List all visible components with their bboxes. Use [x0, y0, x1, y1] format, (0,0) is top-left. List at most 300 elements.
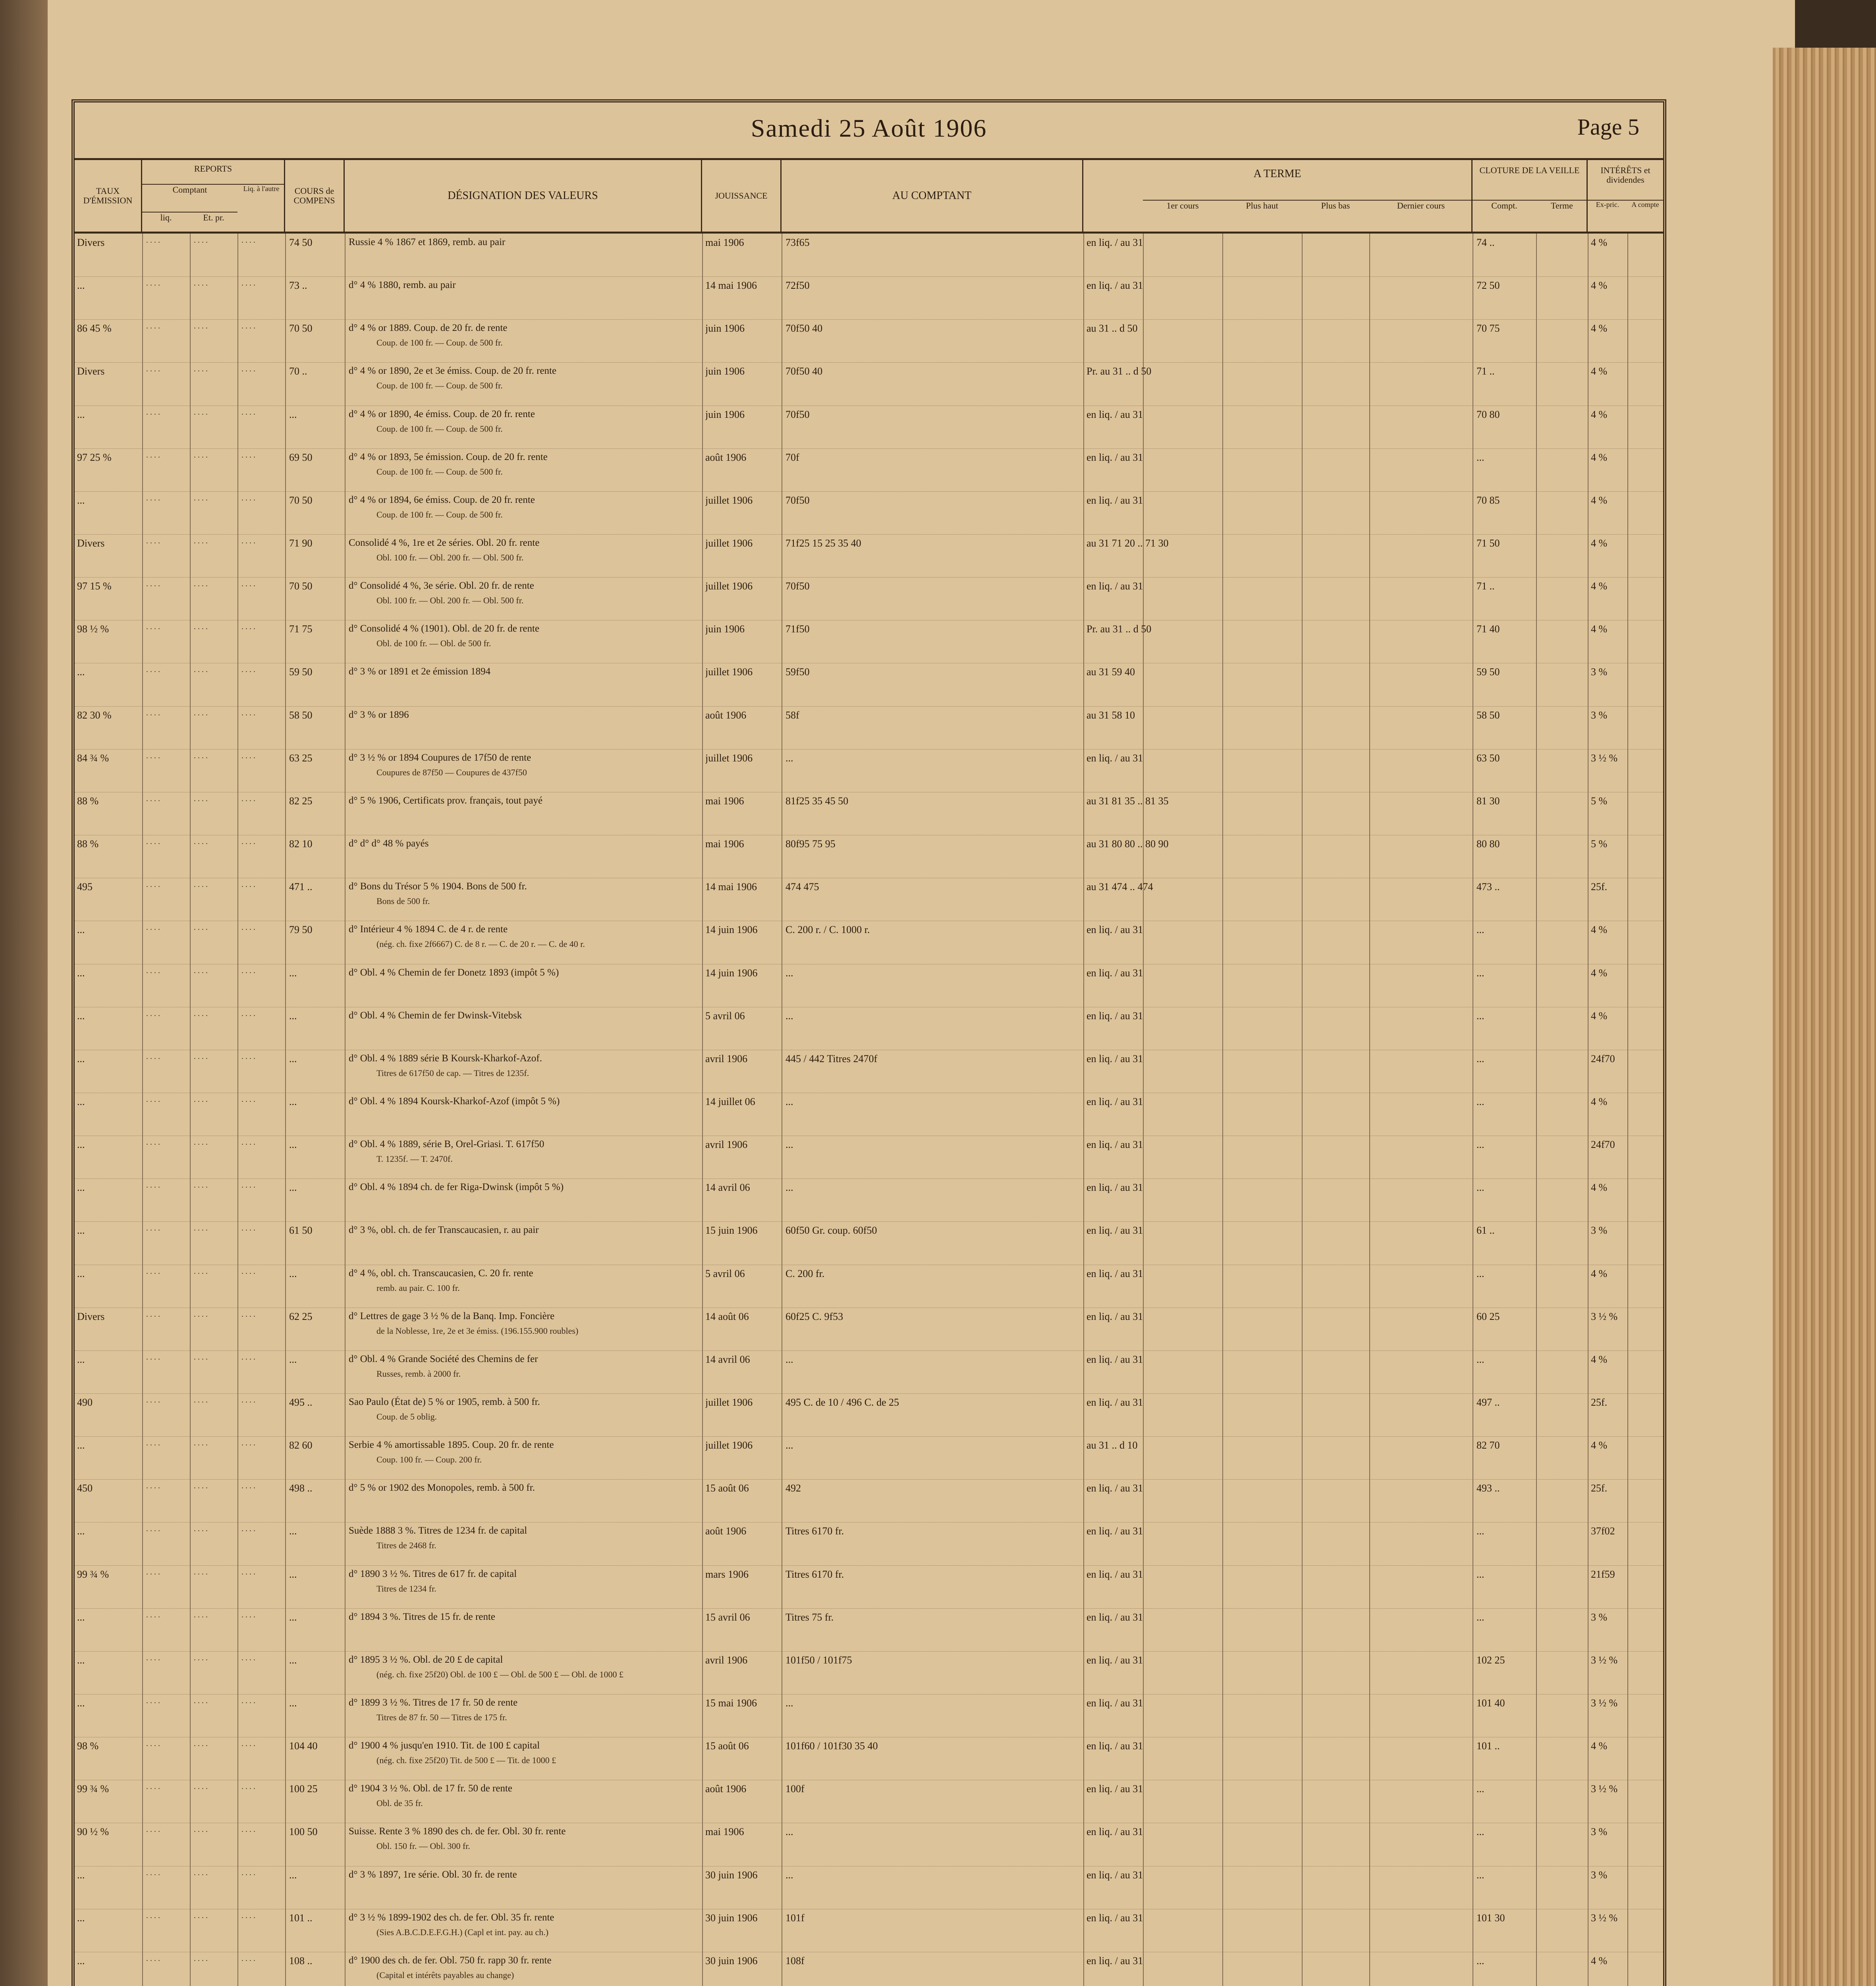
cell-designation-sub: remb. au pair. C. 100 fr.: [376, 1283, 460, 1293]
cell-designation: d° 3 % or 1891 et 2e émission 1894: [349, 666, 491, 677]
cell-jouissance: 30 juin 1906: [705, 1955, 758, 1967]
cell-interets: 3 ½ %: [1591, 1654, 1618, 1666]
report-placeholder: . . . .: [241, 1009, 255, 1018]
cell-au-comptant: ...: [786, 1139, 793, 1151]
cell-cloture: 493 ..: [1476, 1482, 1500, 1494]
securities-table: [75, 234, 1663, 1986]
cell-taux: ...: [77, 1439, 85, 1451]
cell-taux: ...: [77, 1654, 85, 1666]
cell-interets: 4 %: [1591, 494, 1608, 506]
cell-cloture: 101 30: [1476, 1912, 1505, 1924]
cell-au-comptant: 101f50 / 101f75: [786, 1654, 852, 1666]
cell-au-comptant: 59f50: [786, 666, 810, 678]
cell-designation-sub: (nég. ch. fixe 2f6667) C. de 8 r. — C. de 20 r. — C. de 40 r.: [376, 939, 585, 949]
cell-cours: 69 50: [289, 451, 313, 463]
cell-jouissance: avril 1906: [705, 1053, 748, 1064]
report-placeholder: . . . .: [241, 1396, 255, 1404]
cell-au-comptant: 70f50 40: [786, 323, 823, 334]
cell-jouissance: avril 1906: [705, 1654, 748, 1666]
cell-cours: 100 25: [289, 1783, 318, 1795]
report-placeholder: . . . .: [146, 751, 160, 760]
cell-au-comptant: 58f: [786, 709, 799, 721]
cell-cours: ...: [289, 1525, 297, 1537]
report-placeholder: . . . .: [146, 279, 160, 288]
cell-designation: Suisse. Rente 3 % 1890 des ch. de fer. Obl. 30 fr. rente: [349, 1826, 566, 1837]
cell-a-terme: en liq. / au 31: [1087, 494, 1143, 506]
cell-taux: ...: [77, 1955, 85, 1967]
cell-taux: 98 ½ %: [77, 623, 109, 635]
cell-taux: ...: [77, 1139, 85, 1151]
report-placeholder: . . . .: [241, 493, 255, 502]
cell-a-terme: en liq. / au 31: [1087, 1095, 1143, 1107]
cell-taux: ...: [77, 408, 85, 420]
cell-designation: d° Obl. 4 % 1889 série B Koursk-Kharkof-Azof.: [349, 1053, 542, 1064]
cell-taux: ...: [77, 1182, 85, 1194]
report-placeholder: . . . .: [241, 322, 255, 331]
cell-designation-sub: Bons de 500 fr.: [376, 896, 430, 906]
cell-interets: 4 %: [1591, 451, 1608, 463]
cell-a-terme: au 31 .. d 50: [1087, 323, 1138, 334]
report-placeholder: . . . .: [241, 923, 255, 932]
cell-a-terme: en liq. / au 31: [1087, 1139, 1143, 1151]
report-placeholder: . . . .: [241, 1181, 255, 1190]
cell-cours: ...: [289, 1611, 297, 1623]
cell-cloture: 101 ..: [1476, 1740, 1500, 1752]
report-placeholder: . . . .: [241, 1138, 255, 1147]
cell-jouissance: 14 avril 06: [705, 1353, 750, 1365]
cell-interets: 25f.: [1591, 881, 1608, 893]
cell-jouissance: 30 juin 1906: [705, 1869, 758, 1881]
page-number: Page 5: [1577, 114, 1639, 140]
col-liq-lautre: Liq. à l'autre: [237, 184, 285, 193]
report-placeholder: . . . .: [194, 837, 208, 846]
report-placeholder: . . . .: [241, 1610, 255, 1619]
cell-jouissance: août 1906: [705, 709, 747, 721]
cell-cours: 104 40: [289, 1740, 318, 1752]
table-row: [75, 1866, 1663, 1909]
cell-designation: d° Bons du Trésor 5 % 1904. Bons de 500 fr.: [349, 881, 527, 892]
cell-au-comptant: C. 200 r. / C. 1000 r.: [786, 924, 870, 936]
report-placeholder: . . . .: [146, 1610, 160, 1619]
table-row: [75, 1436, 1663, 1480]
column-headers: [75, 160, 1663, 234]
cell-designation: d° 4 % or 1889. Coup. de 20 fr. de rente: [349, 323, 508, 334]
cell-cloture: 63 50: [1476, 752, 1500, 764]
cell-a-terme: Pr. au 31 .. d 50: [1087, 365, 1152, 377]
cell-designation-sub: T. 1235f. — T. 2470f.: [376, 1154, 453, 1164]
report-placeholder: . . . .: [241, 966, 255, 975]
cell-designation-sub: Obl. de 100 fr. — Obl. de 500 fr.: [376, 638, 491, 649]
report-placeholder: . . . .: [194, 1352, 208, 1362]
table-row: [75, 1007, 1663, 1050]
cell-taux: 88 %: [77, 795, 99, 807]
cell-cours: 62 25: [289, 1310, 313, 1322]
cell-interets: 4 %: [1591, 1740, 1608, 1752]
table-row: [75, 1221, 1663, 1265]
col-cloture-label: CLOTURE DE LA VEILLE: [1479, 165, 1580, 175]
report-placeholder: . . . .: [241, 1052, 255, 1061]
cell-designation-sub: Russes, remb. à 2000 fr.: [376, 1368, 461, 1379]
cell-jouissance: 15 mai 1906: [705, 1697, 757, 1709]
cell-designation: d° Obl. 4 % 1894 Koursk-Kharkof-Azof (impôt 5 %): [349, 1095, 560, 1107]
cell-cloture: ...: [1476, 1095, 1484, 1107]
cell-cours: 70 50: [289, 494, 313, 506]
col-ex-pric: Ex-pric.: [1588, 200, 1627, 209]
cell-designation: d° 3 % 1897, 1re série. Obl. 30 fr. de rente: [349, 1869, 517, 1880]
cell-cloture: 70 85: [1476, 494, 1500, 506]
cell-au-comptant: ...: [786, 1182, 793, 1194]
report-placeholder: . . . .: [146, 665, 160, 674]
cell-interets: 4 %: [1591, 1353, 1608, 1365]
cell-taux: ...: [77, 1225, 85, 1236]
report-placeholder: . . . .: [241, 1224, 255, 1233]
cell-jouissance: juillet 1906: [705, 1397, 753, 1408]
cell-cloture: ...: [1476, 1182, 1484, 1194]
report-placeholder: . . . .: [241, 794, 255, 803]
report-placeholder: . . . .: [194, 1954, 208, 1963]
cell-taux: ...: [77, 924, 85, 936]
cell-a-terme: en liq. / au 31: [1087, 1225, 1143, 1236]
report-placeholder: . . . .: [194, 1610, 208, 1619]
cell-taux: ...: [77, 1912, 85, 1924]
report-placeholder: . . . .: [194, 1310, 208, 1319]
cell-cours: 71 90: [289, 537, 313, 549]
cell-au-comptant: 73f65: [786, 237, 810, 248]
cell-a-terme: en liq. / au 31: [1087, 752, 1143, 764]
cell-jouissance: juin 1906: [705, 365, 745, 377]
report-placeholder: . . . .: [194, 751, 208, 760]
cell-au-comptant: ...: [786, 1697, 793, 1709]
cell-interets: 24f70: [1591, 1139, 1615, 1151]
report-placeholder: . . . .: [194, 1911, 208, 1920]
cell-jouissance: 5 avril 06: [705, 1267, 745, 1279]
report-placeholder: . . . .: [241, 837, 255, 846]
report-placeholder: . . . .: [194, 1868, 208, 1877]
cell-designation-sub: Coup. de 100 fr. — Coup. de 500 fr.: [376, 338, 503, 348]
col-reports-label: REPORTS: [194, 164, 232, 174]
cell-designation: d° d° d° 48 % payés: [349, 838, 429, 849]
cell-interets: 4 %: [1591, 237, 1608, 248]
report-placeholder: . . . .: [194, 1052, 208, 1061]
cell-interets: 4 %: [1591, 537, 1608, 549]
report-placeholder: . . . .: [146, 1310, 160, 1319]
cell-designation-sub: Coupures de 87f50 — Coupures de 437f50: [376, 767, 527, 777]
cell-cloture: ...: [1476, 1783, 1484, 1795]
page-header: [75, 102, 1663, 160]
cell-a-terme: en liq. / au 31: [1087, 1397, 1143, 1408]
report-placeholder: . . . .: [146, 794, 160, 803]
report-placeholder: . . . .: [241, 1739, 255, 1748]
cell-jouissance: août 1906: [705, 1525, 747, 1537]
cell-taux: 99 ¾ %: [77, 1568, 109, 1580]
cell-taux: ...: [77, 280, 85, 292]
cell-designation-sub: Titres de 87 fr. 50 — Titres de 175 fr.: [376, 1712, 507, 1723]
cell-jouissance: 14 mai 1906: [705, 881, 757, 893]
cell-interets: 4 %: [1591, 1267, 1608, 1279]
cell-designation: d° 1890 3 ½ %. Titres de 617 fr. de capital: [349, 1568, 517, 1579]
cell-designation: d° 1900 4 % jusqu'en 1910. Tit. de 100 £ capital: [349, 1740, 540, 1751]
cell-au-comptant: ...: [786, 1826, 793, 1838]
cell-interets: 4 %: [1591, 580, 1608, 592]
cell-designation: Serbie 4 % amortissable 1895. Coup. 20 fr. de rente: [349, 1439, 554, 1451]
cell-cours: 82 25: [289, 795, 313, 807]
table-row: [75, 1651, 1663, 1694]
cell-cloture: 74 ..: [1476, 237, 1495, 248]
report-placeholder: . . . .: [194, 1653, 208, 1662]
report-placeholder: . . . .: [146, 1009, 160, 1018]
table-row: [75, 792, 1663, 835]
cell-a-terme: au 31 80 80 .. 80 90: [1087, 838, 1169, 850]
cell-designation: Consolidé 4 %, 1re et 2e séries. Obl. 20 fr. rente: [349, 537, 540, 549]
col-et-pr: Et. pr.: [190, 212, 237, 223]
cell-cloture: 473 ..: [1476, 881, 1500, 893]
cell-cours: ...: [289, 1139, 297, 1151]
cell-au-comptant: 70f50: [786, 408, 810, 420]
report-placeholder: . . . .: [194, 923, 208, 932]
cell-designation: d° Obl. 4 % Grande Société des Chemins de fer: [349, 1353, 538, 1364]
page-date: Samedi 25 Août 1906: [751, 114, 987, 142]
cell-interets: 4 %: [1591, 1182, 1608, 1194]
report-placeholder: . . . .: [194, 1224, 208, 1233]
cell-cours: 63 25: [289, 752, 313, 764]
cell-cloture: ...: [1476, 1053, 1484, 1064]
report-placeholder: . . . .: [194, 322, 208, 331]
table-row: [75, 577, 1663, 620]
cell-jouissance: mars 1906: [705, 1568, 749, 1580]
table-row: [75, 1136, 1663, 1179]
cell-au-comptant: 108f: [786, 1955, 805, 1967]
cell-jouissance: août 1906: [705, 451, 747, 463]
report-placeholder: . . . .: [194, 1696, 208, 1706]
cell-au-comptant: 101f60 / 101f30 35 40: [786, 1740, 878, 1752]
cell-jouissance: juin 1906: [705, 623, 745, 635]
cell-au-comptant: 71f50: [786, 623, 810, 635]
cell-designation-sub: Coup. de 5 oblig.: [376, 1412, 437, 1422]
cell-a-terme: en liq. / au 31: [1087, 1611, 1143, 1623]
cell-a-terme: au 31 .. d 10: [1087, 1439, 1138, 1451]
cell-au-comptant: Titres 6170 fr.: [786, 1525, 844, 1537]
report-placeholder: . . . .: [146, 1739, 160, 1748]
report-placeholder: . . . .: [194, 236, 208, 245]
cell-designation: d° Consolidé 4 % (1901). Obl. de 20 fr. de rente: [349, 623, 540, 634]
table-row: [75, 663, 1663, 706]
report-placeholder: . . . .: [194, 1567, 208, 1576]
cell-designation: d° 4 % or 1893, 5e émission. Coup. de 20 fr. rente: [349, 451, 548, 462]
report-placeholder: . . . .: [146, 923, 160, 932]
cell-cours: 70 ..: [289, 365, 307, 377]
cell-a-terme: au 31 59 40: [1087, 666, 1135, 678]
cell-au-comptant: 445 / 442 Titres 2470f: [786, 1053, 878, 1064]
table-row: [75, 448, 1663, 492]
cell-designation-sub: Coup. 100 fr. — Coup. 200 fr.: [376, 1455, 482, 1465]
report-placeholder: . . . .: [194, 537, 208, 546]
report-placeholder: . . . .: [194, 450, 208, 460]
table-row: [75, 362, 1663, 406]
table-row: [75, 1565, 1663, 1609]
report-placeholder: . . . .: [146, 1352, 160, 1362]
cell-au-comptant: ...: [786, 1869, 793, 1881]
table-row: [75, 1608, 1663, 1652]
cell-cours: ...: [289, 1267, 297, 1279]
cell-cours: ...: [289, 1654, 297, 1666]
table-row: [75, 964, 1663, 1007]
report-placeholder: . . . .: [241, 365, 255, 374]
report-placeholder: . . . .: [194, 1138, 208, 1147]
cell-interets: 3 %: [1591, 666, 1608, 678]
cell-jouissance: 5 avril 06: [705, 1010, 745, 1022]
cell-jouissance: mai 1906: [705, 237, 744, 248]
report-placeholder: . . . .: [194, 1524, 208, 1534]
cell-designation: d° Obl. 4 % 1894 ch. de fer Riga-Dwinsk (impôt 5 %): [349, 1182, 564, 1193]
cell-designation: d° 4 %, obl. ch. Transcaucasien, C. 20 fr. rente: [349, 1267, 533, 1279]
cell-cloture: ...: [1476, 451, 1484, 463]
cell-au-comptant: 70f50: [786, 494, 810, 506]
col-acompte: A compte: [1627, 200, 1663, 209]
table-row: [75, 706, 1663, 750]
cell-interets: 4 %: [1591, 280, 1608, 292]
cell-cloture: ...: [1476, 924, 1484, 936]
cell-a-terme: en liq. / au 31: [1087, 1568, 1143, 1580]
cell-designation-sub: Obl. 150 fr. — Obl. 300 fr.: [376, 1841, 470, 1851]
cell-au-comptant: 70f50: [786, 580, 810, 592]
cell-a-terme: en liq. / au 31: [1087, 1267, 1143, 1279]
cell-interets: 4 %: [1591, 408, 1608, 420]
table-row: [75, 1737, 1663, 1780]
report-placeholder: . . . .: [241, 1352, 255, 1362]
cell-cours: 61 50: [289, 1225, 313, 1236]
cell-jouissance: 14 août 06: [705, 1310, 749, 1322]
cell-cours: 108 ..: [289, 1955, 313, 1967]
cell-designation: d° 5 % or 1902 des Monopoles, remb. à 500 fr.: [349, 1482, 535, 1493]
cell-designation: d° Lettres de gage 3 ½ % de la Banq. Imp. Foncière: [349, 1310, 555, 1321]
cell-cours: 58 50: [289, 709, 313, 721]
cell-taux: 98 %: [77, 1740, 99, 1752]
report-placeholder: . . . .: [194, 1782, 208, 1791]
col-taux: TAUX D'ÉMISSION: [75, 160, 142, 232]
cell-cours: ...: [289, 1568, 297, 1580]
cell-a-terme: en liq. / au 31: [1087, 237, 1143, 248]
report-placeholder: . . . .: [241, 751, 255, 760]
table-row: [75, 1909, 1663, 1952]
cell-jouissance: mai 1906: [705, 1826, 744, 1838]
cell-designation: d° 3 ½ % or 1894 Coupures de 17f50 de rente: [349, 752, 531, 763]
cell-cloture: ...: [1476, 1267, 1484, 1279]
report-placeholder: . . . .: [146, 408, 160, 417]
table-row: [75, 749, 1663, 792]
table-row: [75, 835, 1663, 878]
report-placeholder: . . . .: [194, 880, 208, 889]
report-placeholder: . . . .: [194, 1739, 208, 1748]
col-interets: [1588, 160, 1663, 232]
cell-designation: d° 4 % or 1890, 2e et 3e émiss. Coup. de 20 fr. rente: [349, 365, 557, 377]
cell-a-terme: en liq. / au 31: [1087, 1697, 1143, 1709]
cell-taux: Divers: [77, 365, 105, 377]
cell-a-terme: au 31 81 35 .. 81 35: [1087, 795, 1169, 807]
report-placeholder: . . . .: [146, 1224, 160, 1233]
cell-a-terme: en liq. / au 31: [1087, 1654, 1143, 1666]
cell-designation: Russie 4 % 1867 et 1869, remb. au pair: [349, 237, 506, 247]
report-placeholder: . . . .: [146, 236, 160, 245]
report-placeholder: . . . .: [241, 1653, 255, 1662]
report-placeholder: . . . .: [146, 622, 160, 632]
cell-taux: ...: [77, 1010, 85, 1022]
cell-cloture: 497 ..: [1476, 1397, 1500, 1408]
cell-au-comptant: 100f: [786, 1783, 805, 1795]
table-row: [75, 1050, 1663, 1093]
cell-a-terme: en liq. / au 31: [1087, 1353, 1143, 1365]
report-placeholder: . . . .: [146, 1782, 160, 1791]
cell-jouissance: août 1906: [705, 1783, 747, 1795]
cell-designation-sub: Coup. de 100 fr. — Coup. de 500 fr.: [376, 381, 503, 391]
report-placeholder: . . . .: [146, 1825, 160, 1834]
report-placeholder: . . . .: [146, 1439, 160, 1448]
report-placeholder: . . . .: [146, 450, 160, 460]
table-row: [75, 1093, 1663, 1136]
cell-jouissance: 15 août 06: [705, 1482, 749, 1494]
report-placeholder: . . . .: [241, 1868, 255, 1877]
report-placeholder: . . . .: [241, 1782, 255, 1791]
report-placeholder: . . . .: [146, 1696, 160, 1706]
cell-jouissance: 15 juin 1906: [705, 1225, 758, 1236]
cell-cours: 82 10: [289, 838, 313, 850]
report-placeholder: . . . .: [241, 1267, 255, 1276]
cell-cloture: 72 50: [1476, 280, 1500, 292]
report-placeholder: . . . .: [241, 236, 255, 245]
cell-designation-sub: (nég. ch. fixe 25f20) Obl. de 100 £ — Obl. de 500 £ — Obl. de 1000 £: [376, 1669, 624, 1679]
cell-jouissance: juillet 1906: [705, 752, 753, 764]
report-placeholder: . . . .: [241, 1911, 255, 1920]
page-left-edge: [0, 0, 48, 1986]
table-row: [75, 406, 1663, 449]
cell-designation-sub: Obl. 100 fr. — Obl. 200 fr. — Obl. 500 fr.: [376, 595, 524, 606]
cell-au-comptant: 70f: [786, 451, 799, 463]
cell-cours: ...: [289, 1053, 297, 1064]
table-row: [75, 276, 1663, 320]
cell-designation-sub: Titres de 2468 fr.: [376, 1540, 436, 1551]
cell-a-terme: en liq. / au 31: [1087, 580, 1143, 592]
report-placeholder: . . . .: [241, 537, 255, 546]
cell-interets: 3 ½ %: [1591, 1310, 1618, 1322]
cell-cours: ...: [289, 1010, 297, 1022]
cell-designation-sub: Obl. 100 fr. — Obl. 200 fr. — Obl. 500 fr.: [376, 553, 524, 563]
report-placeholder: . . . .: [241, 1825, 255, 1834]
report-placeholder: . . . .: [194, 1396, 208, 1404]
table-row: [75, 234, 1663, 277]
cell-designation: d° Obl. 4 % Chemin de fer Dwinsk-Vitebsk: [349, 1010, 522, 1021]
col-designation: DÉSIGNATION DES VALEURS: [345, 160, 702, 232]
cell-cloture: 58 50: [1476, 709, 1500, 721]
cell-cloture: 102 25: [1476, 1654, 1505, 1666]
cell-designation: d° 1899 3 ½ %. Titres de 17 fr. 50 de rente: [349, 1697, 518, 1708]
table-row: [75, 491, 1663, 535]
cell-jouissance: juillet 1906: [705, 537, 753, 549]
report-placeholder: . . . .: [146, 1095, 160, 1104]
cell-a-terme: en liq. / au 31: [1087, 1310, 1143, 1322]
cell-cours: ...: [289, 1697, 297, 1709]
cell-cloture: 71 ..: [1476, 580, 1495, 592]
cell-cours: ...: [289, 1869, 297, 1881]
report-placeholder: . . . .: [241, 622, 255, 632]
cell-cloture: 101 40: [1476, 1697, 1505, 1709]
cell-taux: 450: [77, 1482, 93, 1494]
report-placeholder: . . . .: [241, 279, 255, 288]
report-placeholder: . . . .: [241, 450, 255, 460]
cell-cloture: ...: [1476, 1826, 1484, 1838]
cell-cours: 498 ..: [289, 1482, 313, 1494]
cell-a-terme: en liq. / au 31: [1087, 1182, 1143, 1194]
col-a-terme-label: A TERME: [1253, 168, 1301, 180]
report-placeholder: . . . .: [241, 1567, 255, 1576]
